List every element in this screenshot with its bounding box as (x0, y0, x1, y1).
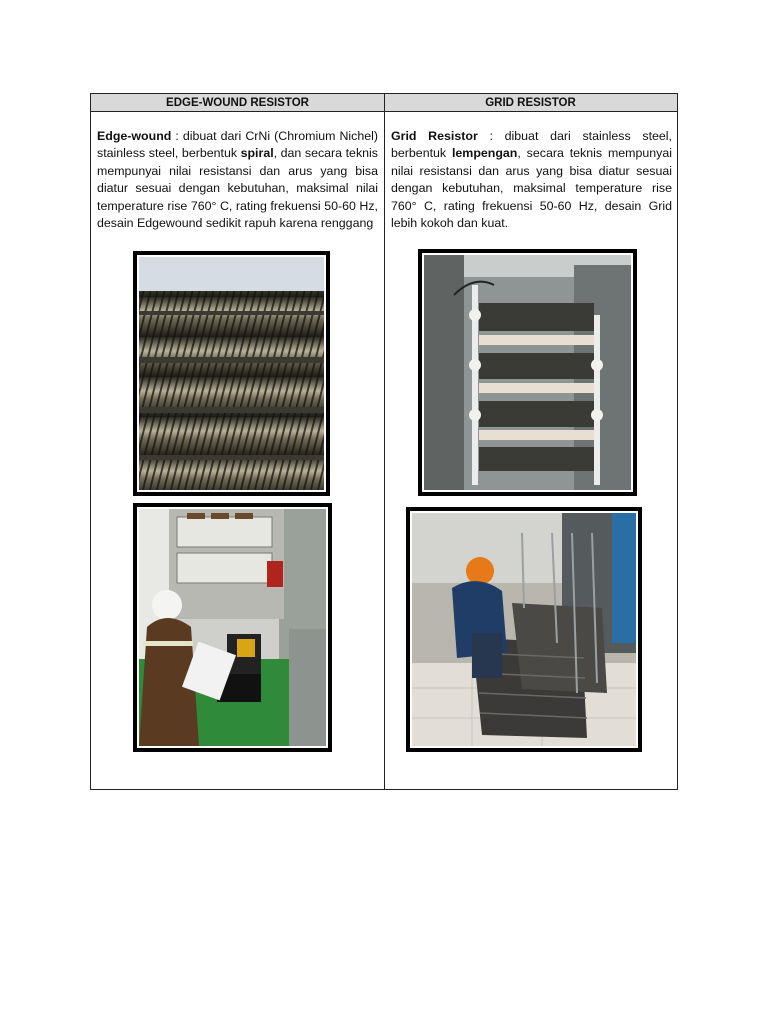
technician-measuring-photo (133, 503, 332, 752)
grid-resistor-emphasis: lempengan (451, 146, 518, 161)
grid-resistor-inspection-photo (406, 507, 642, 752)
edge-wound-coils-image (139, 257, 324, 490)
edge-wound-coils-photo (133, 251, 330, 496)
grid-resistor-description (391, 128, 672, 232)
edge-wound-emphasis: spiral (240, 146, 274, 161)
grid-resistor-text-1: : dibuat dari stainless steel, berbentuk (391, 129, 672, 161)
grid-resistor-header: GRID RESISTOR (384, 94, 677, 112)
column-divider (384, 94, 385, 789)
grid-resistor-rack-image (424, 255, 631, 490)
grid-resistor-inspection-image (412, 513, 636, 746)
edge-wound-text-1: : dibuat dari CrNi (Chromium Nichel) stainless steel, berbentuk (97, 129, 378, 161)
edge-wound-text-2: , dan secara teknis mempunyai nilai resistansi dan arus yang bisa diatur sesuai dengan kebutuhan, maksimal nilai temperature rise 760° C, rating frekuensi 50-60 Hz, desain Edgewound sedikit rapuh karena renggang (97, 146, 378, 231)
edge-wound-header: EDGE-WOUND RESISTOR (91, 94, 384, 112)
technician-measuring-image (139, 509, 326, 746)
edge-wound-term: Edge-wound (97, 129, 172, 143)
grid-resistor-rack-photo (418, 249, 637, 496)
grid-resistor-text-2: , secara teknis mempunyai nilai resistansi dan arus yang bisa diatur sesuai dengan kebutuhan, maksimal temperature rise 760° C, rating frekuensi 50-60 Hz, desain Grid lebih kokoh dan kuat. (391, 146, 672, 231)
grid-resistor-term: Grid Resistor (391, 129, 478, 143)
edge-wound-description (97, 128, 378, 232)
